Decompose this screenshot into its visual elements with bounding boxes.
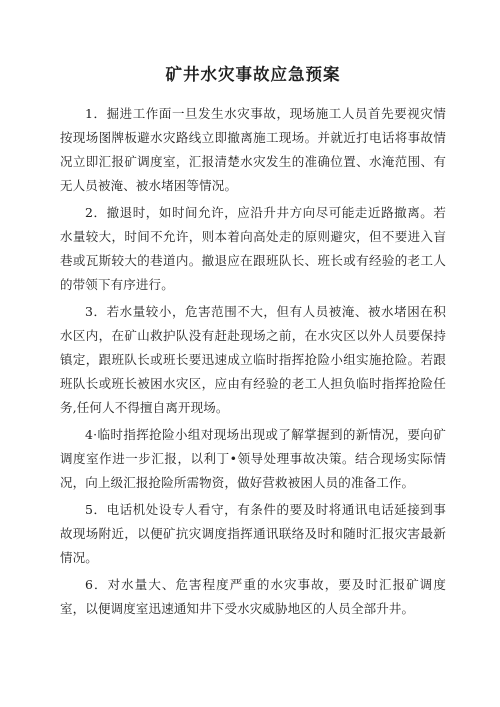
document-title: 矿井水灾事故应急预案 (165, 65, 341, 84)
paragraph-2: 2．撤退时，如时间允许，应沿升井方向尽可能走近路撤离。若水量较大，时间不允许，则本着向高处走的原则避灾，但不要进入盲巷或瓦斯较大的巷道内。撤退应在跟班队长、班长或有经验的老工人的带领下有序进行。 (60, 205, 446, 292)
paragraph-3: 3．若水量较小，危害范围不大，但有人员被淹、被水堵困在积水区内，在矿山救护队没有赶赴现场之前，在水灾区以外人员要保持镇定，跟班队长或班长要迅速成立临时指挥抢险小组实施抢险。若跟班队长或班长被困水灾区，应由有经验的老工人担负临时指挥抢险任务,任何人不得擅自离开现场。 (60, 304, 446, 415)
paragraph-4: 4·临时指挥抢险小组对现场出现或了解掌握到的新情况，要向矿调度室作进一步汇报，以利丁•领导处理事故决策。结合现场实际情况，向上级汇报抢险所需物资，做好营救被困人员的准备工作。 (60, 427, 446, 490)
paragraph-1: 1．掘进工作面一旦发生水灾事故，现场施工人员首先要视灾情按现场图牌板避水灾路线立即撤离施工现场。并就近打电话将事故情况立即汇报矿调度室，汇报清楚水灾发生的准确位置、水淹范围、有无人员被淹、被水堵困等情况。 (60, 106, 446, 193)
paragraph-6: 6．对水量大、危害程度严重的水灾事故，要及时汇报矿调度室，以便调度室迅速通知井下受水灾威胁地区的人员全部升井。 (60, 577, 446, 616)
paragraph-5: 5．电话机处设专人看守，有条件的要及时将通讯电话延接到事故现场附近，以便矿抗灾调度指挥通讯联络及时和随时汇报灾害最新情况。 (60, 502, 446, 565)
